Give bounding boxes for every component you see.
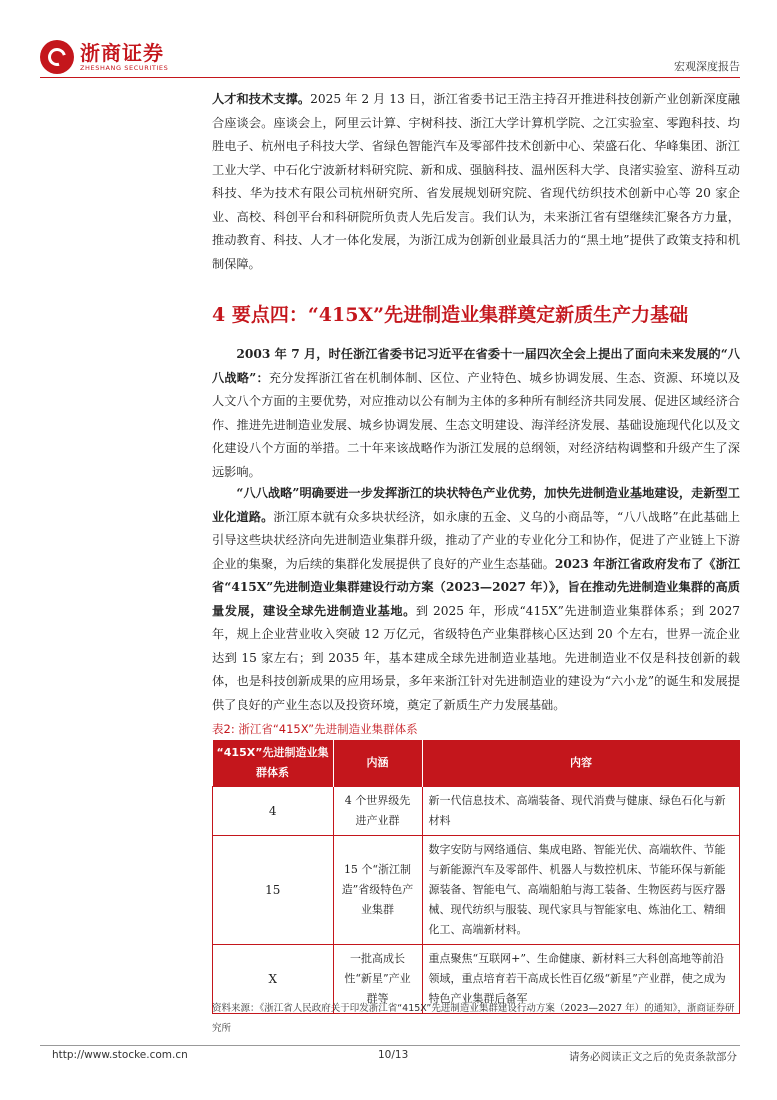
paragraph-eight-eight bbox=[212, 343, 740, 484]
logo-name-en: ZHESHANG SECURITIES bbox=[80, 64, 169, 72]
table-source: 资料来源：《浙江省人民政府关于印发浙江省“415X”先进制造业集群建设行动方案（2023—2027 年）的通知》，浙商证券研究所 bbox=[212, 1003, 735, 1034]
paragraph-bold-lead: 人才和技术支撑。 bbox=[212, 92, 311, 106]
footer-url[interactable]: http://www.stocke.com.cn bbox=[52, 1049, 188, 1061]
report-type: 宏观深度报告 bbox=[674, 60, 740, 73]
section-heading: 4 要点四：“415X”先进制造业集群奠定新质生产力基础 bbox=[212, 304, 689, 326]
logo-name-cn: 浙商证券 bbox=[80, 41, 164, 65]
paragraph-talent bbox=[212, 88, 740, 276]
table-row bbox=[213, 787, 740, 836]
cell-meaning: 4 个世界级先进产业群 bbox=[333, 787, 422, 836]
paragraph-text: 充分发挥浙江省在机制体制、区位、产业特色、城乡协调发展、生态、资源、环境以及人文八个方面的主要优势，对应推动以公有制为主体的多种所有制经济共同发展、促进区域经济合作、推进先进制造业发展、城乡协调发展、生态文明建设、海洋经济发展、基础设施现代化以及文化建设八个方面的举措。二十年来该战略作为浙江发展的总纲领，对经济结构调整和升级产生了深远影响。 bbox=[212, 370, 741, 479]
paragraph-bold-lead: “八八战略”明确要进一步发挥浙江的块状特色产业优势，加快先进制造业基地建设，走新型工业化道路。 bbox=[212, 486, 740, 524]
cluster-table bbox=[212, 740, 740, 1014]
paragraph-bold-policy: 2023 年浙江省政府发布了《浙江省“415X”先进制造业集群建设行动方案（2023—2027 年）》，旨在推动先进制造业集群的高质量发展，建设全球先进制造业基地。 bbox=[212, 556, 741, 618]
table-caption: 表2: 浙江省“415X”先进制造业集群体系 bbox=[212, 722, 418, 736]
cell-number: 4 bbox=[213, 787, 334, 836]
header-divider bbox=[40, 77, 740, 78]
table-row bbox=[213, 836, 740, 945]
table-header-system: “415X”先进制造业集群体系 bbox=[213, 740, 334, 787]
logo-icon bbox=[40, 40, 74, 74]
cell-number: 15 bbox=[213, 836, 334, 945]
cell-number: X bbox=[213, 945, 334, 1014]
cell-content: 新一代信息技术、高端装备、现代消费与健康、绿色石化与新材料 bbox=[422, 787, 740, 836]
page-header bbox=[40, 40, 740, 80]
paragraph-text: 2025 年 2 月 13 日，浙江省委书记王浩主持召开推进科技创新产业创新深度融合座谈会。座谈会上，阿里云计算、宇树科技、浙江大学计算机学院、之江实验室、零跑科技、均胜电子、杭州电子科技大学、省绿色智能汽车及零部件技术创新中心、荣盛石化、华峰集团、浙江工业大学、中石化宁波新材料研究院、新和成、强脑科技、温州医科大学、良渚实验室、游科互动科技、华为技术有限公司杭州研究所、省发展规划研究院、省现代纺织技术创新中心等 20 家企业、高校、科创平台和科研院所负责人先后发言。我们认为，未来浙江省有望继续汇聚各方力量，推动教育、科技、人才一体化发展，为浙江成为创新创业最具活力的“黑土地”提供了政策支持和机制保障。 bbox=[212, 92, 740, 271]
cell-meaning: 15 个“浙江制造”省级特色产业集群 bbox=[333, 836, 422, 945]
cell-meaning: 一批高成长性“新星”产业群等 bbox=[333, 945, 422, 1014]
cell-content: 数字安防与网络通信、集成电路、智能光伏、高端软件、节能与新能源汽车及零部件、机器人与数控机床、节能环保与新能源装备、智能电气、高端船舶与海工装备、生物医药与医疗器械、现代纺织与服装、现代家具与智能家电、炼油化工、精细化工、高端新材料。 bbox=[422, 836, 740, 945]
cell-content: 重点聚焦“互联网+”、生命健康、新材料三大科创高地等前沿领域，重点培育若干高成长性百亿级“新星”产业群，使之成为特色产业集群后备军 bbox=[422, 945, 740, 1014]
table-header-content: 内容 bbox=[422, 740, 740, 787]
paragraph-clusters bbox=[212, 482, 740, 717]
table-header-meaning: 内涵 bbox=[333, 740, 422, 787]
paragraph-text: 浙江原本就有众多块状经济，如永康的五金、义乌的小商品等，“八八战略”在此基础上引导这些块状经济向先进制造业集群升级，推动了产业的专业化分工和协作，促进了产业链上下游企业的集聚，为后续的集群化发展提供了良好的产业生态基础。 bbox=[212, 509, 741, 571]
paragraph-bold-lead: 2003 年 7 月，时任浙江省委书记习近平在省委十一届四次全会上提出了面向未来发展的“八八战略”： bbox=[212, 347, 740, 385]
footer-disclaimer: 请务必阅读正文之后的免责条款部分 bbox=[569, 1051, 737, 1063]
paragraph-text: 到 2025 年，形成“415X”先进制造业集群体系；到 2027 年，规上企业营业收入突破 12 万亿元，省级特色产业集群核心区达到 20 个左右，世界一流企业达到 15 家左右；到 2035 年，基本建成全球先进制造业基地。先进制造业不仅是科技创新的载体，也是科技创新成果的应用场景，多年来浙江针对先进制造业的建设为“六小龙”的诞生和发展提供了良好的产业生态以及投资环境，奠定了新质生产力发展基础。 bbox=[212, 603, 741, 712]
page-number: 10/13 bbox=[378, 1049, 409, 1061]
logo bbox=[40, 40, 168, 74]
footer-divider bbox=[40, 1045, 740, 1046]
